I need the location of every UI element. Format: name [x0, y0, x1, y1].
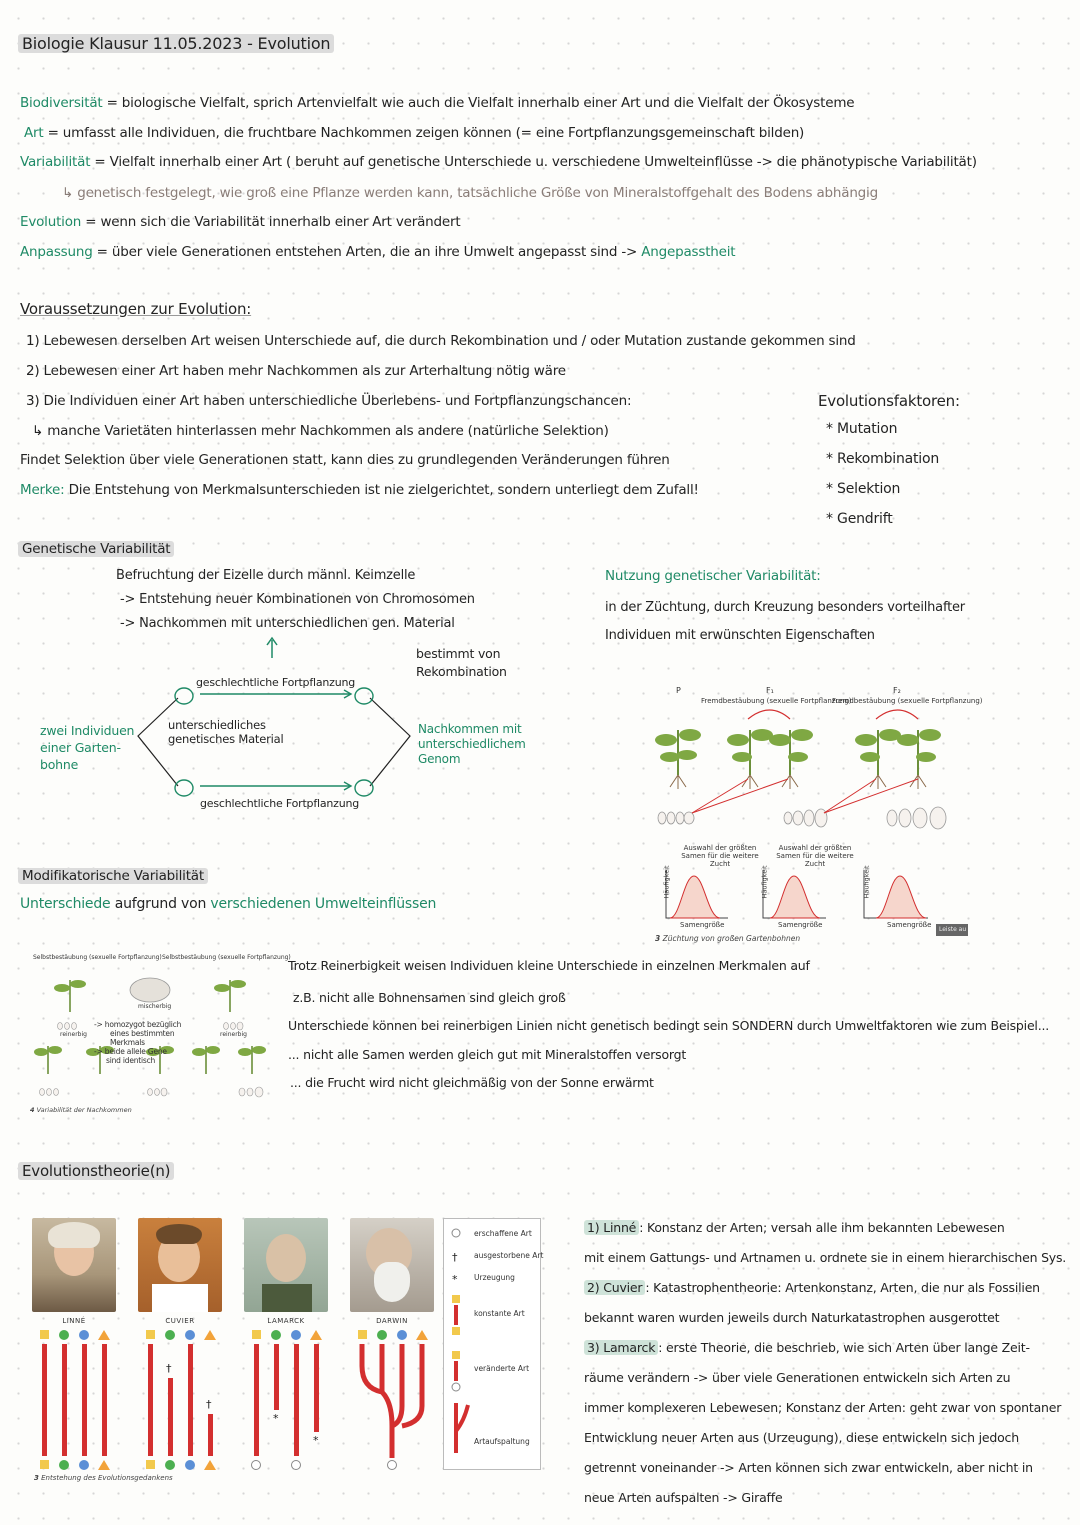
genetic-line: Befruchtung der Eizelle durch männl. Keimzelle: [116, 568, 416, 583]
factor-item: * Mutation: [826, 421, 898, 437]
subheading-part: Unterschiede: [20, 896, 111, 912]
leaf: [788, 752, 808, 762]
modification-line: z.B. nicht alle Bohnensamen sind gleich groß: [293, 990, 566, 1005]
seed: [793, 811, 803, 825]
leaf: [727, 734, 749, 746]
changed-species-bar: [294, 1344, 299, 1456]
open-circle-marker: [252, 1461, 261, 1470]
darwin-tree: [358, 1330, 428, 1470]
modification-line: Trotz Reinerbigkeit weisen Individuen kleine Unterschiede in einzelnen Merkmalen auf: [288, 958, 810, 973]
theory-line: mit einem Gattungs- und Artnamen u. ordnete sie in einem hierarchischen Sys.: [584, 1250, 1067, 1265]
top-arrow-label: geschlechtliche Fortpflanzung: [196, 676, 356, 689]
subheading-part: aufgrund von: [110, 896, 211, 912]
circle-marker: [59, 1330, 69, 1340]
seed: [684, 812, 694, 824]
figure-caption: [655, 934, 800, 943]
scientist-name: DARWIN: [376, 1317, 408, 1325]
leaf: [230, 980, 246, 988]
x-axis-label: Samengröße: [680, 921, 725, 929]
cuvier-columns: [146, 1330, 216, 1470]
constant-species-bar: [42, 1344, 47, 1456]
seed: [887, 810, 897, 826]
mischerbig-label: mischerbig: [138, 1003, 172, 1010]
changed-species-bar: [274, 1344, 279, 1410]
parent-circle: [175, 780, 193, 796]
y-axis-label: Häufigkeit: [662, 865, 671, 899]
term-label: Anpassung: [20, 244, 93, 260]
legend-square: [452, 1351, 460, 1359]
seed: [231, 1023, 236, 1030]
bottom-arrow-label: geschlechtliche Fortpflanzung: [200, 797, 360, 810]
root: [782, 775, 798, 789]
generation-label: P: [676, 686, 681, 695]
theory-line: bekannt waren wurden jeweils durch Naturkatastrophen ausgerottet: [584, 1310, 1000, 1325]
seed: [148, 1089, 153, 1096]
leaf: [860, 752, 880, 762]
genetic-heading: Genetische Variabilität: [18, 541, 174, 557]
theory-line: Entwicklung neuer Arten aus (Urzeugung), diese entwickeln sich jedoch: [584, 1430, 1019, 1445]
legend-square: [452, 1295, 460, 1303]
leaf: [677, 750, 697, 760]
seed: [247, 1088, 253, 1096]
reinerbig-label: reinerbig: [220, 1031, 247, 1038]
seed: [237, 1022, 243, 1030]
seed: [784, 812, 792, 824]
prereq-item: ↳ manche Varietäten hinterlassen mehr Nachkommen als andere (natürliche Selektion): [32, 423, 609, 439]
legend-label: konstante Art: [474, 1309, 525, 1318]
theory-text: : Konstanz der Arten; versah alle ihm bekannten Lebewesen: [639, 1220, 1005, 1235]
left-label: zwei Individuen einer Garten-bohne: [40, 723, 135, 772]
legend-bar: [454, 1305, 458, 1325]
definition-text: = umfasst alle Individuen, die fruchtbare Nachkommen zeigen können (= eine Fortpflanzungsgemeinschaft bilden): [43, 125, 805, 141]
caption-text: Variabilität der Nachkommen: [36, 1106, 132, 1114]
legend-square: [452, 1327, 460, 1335]
square-marker: [358, 1330, 367, 1339]
merke-line: [20, 482, 699, 498]
distribution-curve: [876, 876, 926, 918]
seed: [72, 1023, 77, 1030]
y-axis-label: Häufigkeit: [862, 865, 871, 899]
constant-species-bar: [102, 1344, 107, 1456]
legend-symbols: [450, 1225, 474, 1463]
legend-label: erschaffene Art: [474, 1229, 532, 1238]
scientist-name: LAMARCK: [267, 1317, 305, 1325]
theory-line: getrennt voneinander -> Arten können sich zwar entwickeln, aber nicht in: [584, 1460, 1033, 1475]
seed: [913, 808, 927, 828]
hair: [156, 1224, 202, 1244]
legend-label: Artaufspaltung: [474, 1437, 530, 1446]
circle-marker: [79, 1460, 89, 1470]
homozygous-note: [94, 1020, 181, 1065]
selection-label: Auswahl der größten Samen für die weitere Zucht: [681, 844, 759, 868]
modification-line: ... die Frucht wird nicht gleichmäßig von der Sonne erwärmt: [290, 1075, 654, 1090]
circle-marker: [185, 1330, 195, 1340]
leaf: [897, 734, 919, 746]
cross-arrow: [876, 710, 918, 719]
selection-arrow: [824, 779, 918, 813]
figure-caption: [30, 1106, 132, 1114]
distribution-curve: [670, 876, 720, 918]
definition-variability-note: ↳ genetisch festgelegt, wie groß eine Pflanze werden kann, tatsächliche Größe von Mineralstoffgehalt des Bodens abhängig: [62, 185, 878, 201]
legend-dagger: †: [452, 1251, 458, 1264]
circle-marker: [79, 1330, 89, 1340]
note-line: -> beide allele Gene: [94, 1047, 167, 1056]
definition-evolution: [20, 214, 460, 230]
circle-marker: [165, 1460, 175, 1470]
theory-line: immer komplexeren Lebewesen; Konstanz der Arten: geht zwar von spontaner: [584, 1400, 1062, 1415]
usage-line: in der Züchtung, durch Kreuzung besonders vorteilhafter: [605, 600, 965, 615]
center-label: unterschiedliches genetisches Material: [168, 718, 284, 746]
theory-line: [584, 1220, 1005, 1235]
factors-heading: Evolutionsfaktoren:: [818, 392, 960, 410]
modification-subheading: [20, 896, 436, 912]
triangle-marker: [98, 1460, 110, 1470]
circle-marker: [59, 1460, 69, 1470]
subheading-part: verschiedenen Umwelteinflüssen: [210, 896, 437, 912]
usage-heading: Nutzung genetischer Variabilität:: [605, 568, 821, 584]
legend-split: [456, 1403, 468, 1453]
prereq-item: 3) Die Individuen einer Art haben unterschiedliche Überlebens- und Fortpflanzungschancen:: [26, 393, 632, 409]
circle-marker: [271, 1330, 281, 1340]
open-circle-marker: [292, 1461, 301, 1470]
seed: [54, 1089, 59, 1096]
leaf: [54, 984, 70, 992]
theories-heading: Evolutionstheorie(n): [18, 1162, 174, 1180]
modification-line: ... nicht alle Samen werden gleich gut mit Mineralstoffen versorgt: [288, 1047, 687, 1062]
parent-circle: [175, 688, 193, 704]
legend-label: Urzeugung: [474, 1273, 515, 1282]
theory-text: : Katastrophentheorie: Artenkonstanz, Arten, die nur als Fossilien: [645, 1280, 1040, 1295]
legend-circle: [452, 1383, 460, 1391]
merke-text: Die Entstehung von Merkmalsunterschieden ist nie zielgerichtet, sondern unterliegt dem Zufall!: [64, 482, 699, 498]
definition-text: = biologische Vielfalt, sprich Artenvielfalt wie auch die Vielfalt innerhalb einer Art und die Vielfalt der Ökosysteme: [102, 95, 855, 111]
legend-label: veränderte Art: [474, 1364, 530, 1373]
factor-item: * Selektion: [826, 481, 901, 497]
beard: [374, 1262, 410, 1302]
constant-species-bar: [208, 1414, 213, 1456]
scientist-name: CUVIER: [165, 1317, 195, 1325]
theory-line: räume verändern -> über viele Generationen entwickeln sich Arten zu: [584, 1370, 1011, 1385]
selection-arrow: [824, 779, 876, 813]
caption-number: 4: [30, 1106, 35, 1114]
face: [266, 1234, 306, 1282]
legend-circle: [452, 1229, 460, 1237]
linne-columns: [40, 1330, 110, 1470]
usage-line: Individuen mit erwünschten Eigenschaften: [605, 628, 875, 643]
note-line: -> homozygot bezüglich: [94, 1020, 182, 1029]
breeding-plants: [640, 705, 970, 835]
definition-text: = Vielfalt innerhalb einer Art ( beruht auf genetische Unterschiede u. verschiedene Umwelteinflüsse -> die phänotypische Variabilität): [90, 154, 977, 170]
extinct-dagger: †: [206, 1398, 212, 1411]
figure-caption: [34, 1474, 173, 1482]
seed: [930, 807, 946, 829]
circle-marker: [291, 1330, 301, 1340]
open-circle-marker: [388, 1461, 397, 1470]
changed-species-bar: [254, 1344, 259, 1456]
factor-item: * Gendrift: [826, 511, 893, 527]
x-axis-label: Samengröße: [887, 921, 932, 929]
offspring-circle: [355, 688, 373, 704]
term-label: Art: [24, 125, 44, 141]
leaf: [855, 734, 877, 746]
right-bracket: [370, 698, 410, 786]
circle-marker: [185, 1460, 195, 1470]
circle-marker: [377, 1330, 387, 1340]
leaf: [791, 729, 813, 741]
leaf: [655, 734, 677, 746]
page-title: Biologie Klausur 11.05.2023 - Evolution: [18, 34, 334, 53]
caption-text: Züchtung von großen Gartenbohnen: [662, 934, 801, 943]
definition-text: = wenn sich die Variabilität innerhalb einer Art verändert: [81, 214, 461, 230]
prerequisites-heading: Voraussetzungen zur Evolution:: [20, 300, 252, 318]
leaf: [252, 1046, 266, 1054]
root: [670, 775, 686, 789]
seed: [40, 1089, 45, 1096]
legend-bar: [454, 1361, 458, 1381]
theory-legend: [443, 1218, 544, 1470]
definition-adaptation: [20, 244, 735, 260]
selection-label: Auswahl der größten Samen für die weitere Zucht: [776, 844, 854, 868]
reinerbig-label: reinerbig: [60, 1031, 87, 1038]
leaf: [70, 980, 86, 988]
seed: [47, 1089, 52, 1096]
genetic-line: -> Nachkommen mit unterschiedlichen gen. Material: [120, 616, 455, 631]
caption-number: 3: [34, 1474, 39, 1482]
legend-star: *: [452, 1273, 458, 1286]
portrait-linne: [32, 1218, 116, 1312]
coat: [262, 1284, 312, 1312]
caption-number: 3: [655, 934, 661, 943]
portrait-lamarck: [244, 1218, 328, 1312]
genetic-line: -> Entstehung neuer Kombinationen von Chromosomen: [120, 592, 475, 607]
scientist-name: LINNÉ: [62, 1317, 86, 1325]
seed: [899, 809, 911, 827]
triangle-marker: [204, 1460, 216, 1470]
cross-arrow: [748, 710, 790, 719]
right-label: Nachkommen mit unterschiedlichem Genom: [418, 722, 526, 766]
seed: [239, 1088, 245, 1096]
seed: [255, 1087, 263, 1097]
square-marker: [146, 1460, 155, 1469]
spontaneous-generation-star: *: [313, 1434, 319, 1447]
square-marker: [40, 1460, 49, 1469]
theory-line: neue Arten aufspalten -> Giraffe: [584, 1490, 783, 1505]
leaf: [919, 729, 941, 741]
leaf: [660, 752, 680, 762]
y-axis-label: Häufigkeit: [760, 865, 769, 899]
prereq-item: 2) Lebewesen einer Art haben mehr Nachkommen als zur Arterhaltung nötig wäre: [26, 363, 566, 379]
seed: [667, 812, 675, 824]
x-axis-label: Samengröße: [778, 921, 823, 929]
definition-art: [24, 125, 804, 141]
seed: [224, 1023, 229, 1030]
term-label: Evolution: [20, 214, 82, 230]
definition-variability: [20, 154, 977, 170]
spontaneous-generation-star: *: [273, 1412, 279, 1425]
theory-diagram: [30, 1326, 440, 1472]
triangle-marker: [98, 1330, 110, 1340]
definition-biodiversity: [20, 95, 854, 111]
species-split-tree: [362, 1344, 422, 1458]
theory-label: 3) Lamarck: [584, 1340, 658, 1355]
legend-label: ausgestorbene Art: [474, 1251, 544, 1260]
merke-label: Merke:: [20, 482, 65, 498]
theory-line: [584, 1280, 1040, 1295]
triangle-marker: [204, 1330, 216, 1340]
cross-label: Fremdbestäubung (sexuelle Fortpflanzung): [701, 697, 852, 705]
seed: [161, 1088, 167, 1096]
term-label: Variabilität: [20, 154, 91, 170]
generation-label: F₂: [893, 686, 901, 695]
bestimmt-label: bestimmt von Rekombination: [416, 646, 507, 679]
term-label: Biodiversität: [20, 95, 103, 111]
portrait-cuvier: [138, 1218, 222, 1312]
seed: [804, 810, 814, 826]
generation-label: F₁: [766, 686, 774, 695]
leaf: [214, 984, 230, 992]
distribution-curve: [770, 876, 820, 918]
corner-tab: Leiste au: [936, 924, 968, 936]
leaf: [192, 1048, 206, 1056]
portrait-darwin: [350, 1218, 434, 1312]
constant-species-bar: [62, 1344, 67, 1456]
seed: [65, 1023, 70, 1030]
modification-line: Unterschiede können bei reinerbigen Linien nicht genetisch bedingt sein SONDERN durch Umweltfaktoren wie zum Beispiel...: [288, 1018, 1050, 1033]
root: [742, 775, 758, 789]
square-marker: [252, 1330, 261, 1339]
square-marker: [40, 1330, 49, 1339]
triangle-marker: [416, 1330, 428, 1340]
theory-line: [584, 1340, 1030, 1355]
theory-label: 1) Linné: [584, 1220, 639, 1235]
lamarck-columns: [252, 1330, 323, 1470]
root: [870, 775, 886, 789]
square-marker: [146, 1330, 155, 1339]
prereq-item: Findet Selektion über viele Generationen statt, kann dies zu grundlegenden Veränderungen führen: [20, 452, 670, 468]
extinct-dagger: †: [166, 1362, 172, 1375]
collar: [152, 1284, 208, 1312]
leaf: [916, 752, 936, 762]
constant-species-bar: [168, 1378, 173, 1456]
note-line: sind identisch: [106, 1056, 156, 1065]
term-label: Angepasstheit: [641, 244, 736, 260]
theory-text: : erste Theorie, die beschrieb, wie sich Arten über lange Zeit-: [658, 1340, 1030, 1355]
definition-text: = über viele Generationen entstehen Arten, die an ihre Umwelt angepasst sind ->: [92, 244, 642, 260]
self-pollination-label: Selbstbestäubung (sexuelle Fortpflanzung): [33, 954, 162, 961]
circle-marker: [165, 1330, 175, 1340]
leaf: [238, 1048, 252, 1056]
offspring-circle: [355, 780, 373, 796]
leaf: [769, 734, 791, 746]
leaf: [34, 1048, 48, 1056]
constant-species-bar: [82, 1344, 87, 1456]
changed-species-bar: [314, 1344, 319, 1432]
theory-label: 2) Cuvier: [584, 1280, 645, 1295]
triangle-marker: [310, 1330, 322, 1340]
caption-text: Entstehung des Evolutionsgedankens: [41, 1474, 173, 1482]
leaf: [679, 729, 701, 741]
cross-label: Fremdbestäubung (sexuelle Fortpflanzung): [832, 697, 983, 705]
modification-heading: Modifikatorische Variabilität: [18, 868, 208, 884]
seed: [658, 812, 666, 824]
circle-marker: [397, 1330, 407, 1340]
leaf: [206, 1046, 220, 1054]
root: [910, 775, 926, 789]
seed: [155, 1089, 160, 1096]
self-pollination-label: Selbstbestäubung (sexuelle Fortpflanzung): [162, 954, 291, 961]
wig: [48, 1222, 100, 1248]
constant-species-bar: [148, 1344, 153, 1456]
constant-species-bar: [188, 1344, 193, 1456]
leaf: [48, 1046, 62, 1054]
seed: [58, 1023, 63, 1030]
leaf: [732, 752, 752, 762]
seed-bowl: [130, 978, 170, 1002]
note-line: Merkmals: [110, 1038, 145, 1047]
factor-item: * Rekombination: [826, 451, 940, 467]
seed: [676, 812, 684, 824]
prereq-item: 1) Lebewesen derselben Art weisen Unterschiede auf, die durch Rekombination und / oder Mutation zustande gekommen sind: [26, 333, 856, 349]
note-line: eines bestimmten: [110, 1029, 175, 1038]
